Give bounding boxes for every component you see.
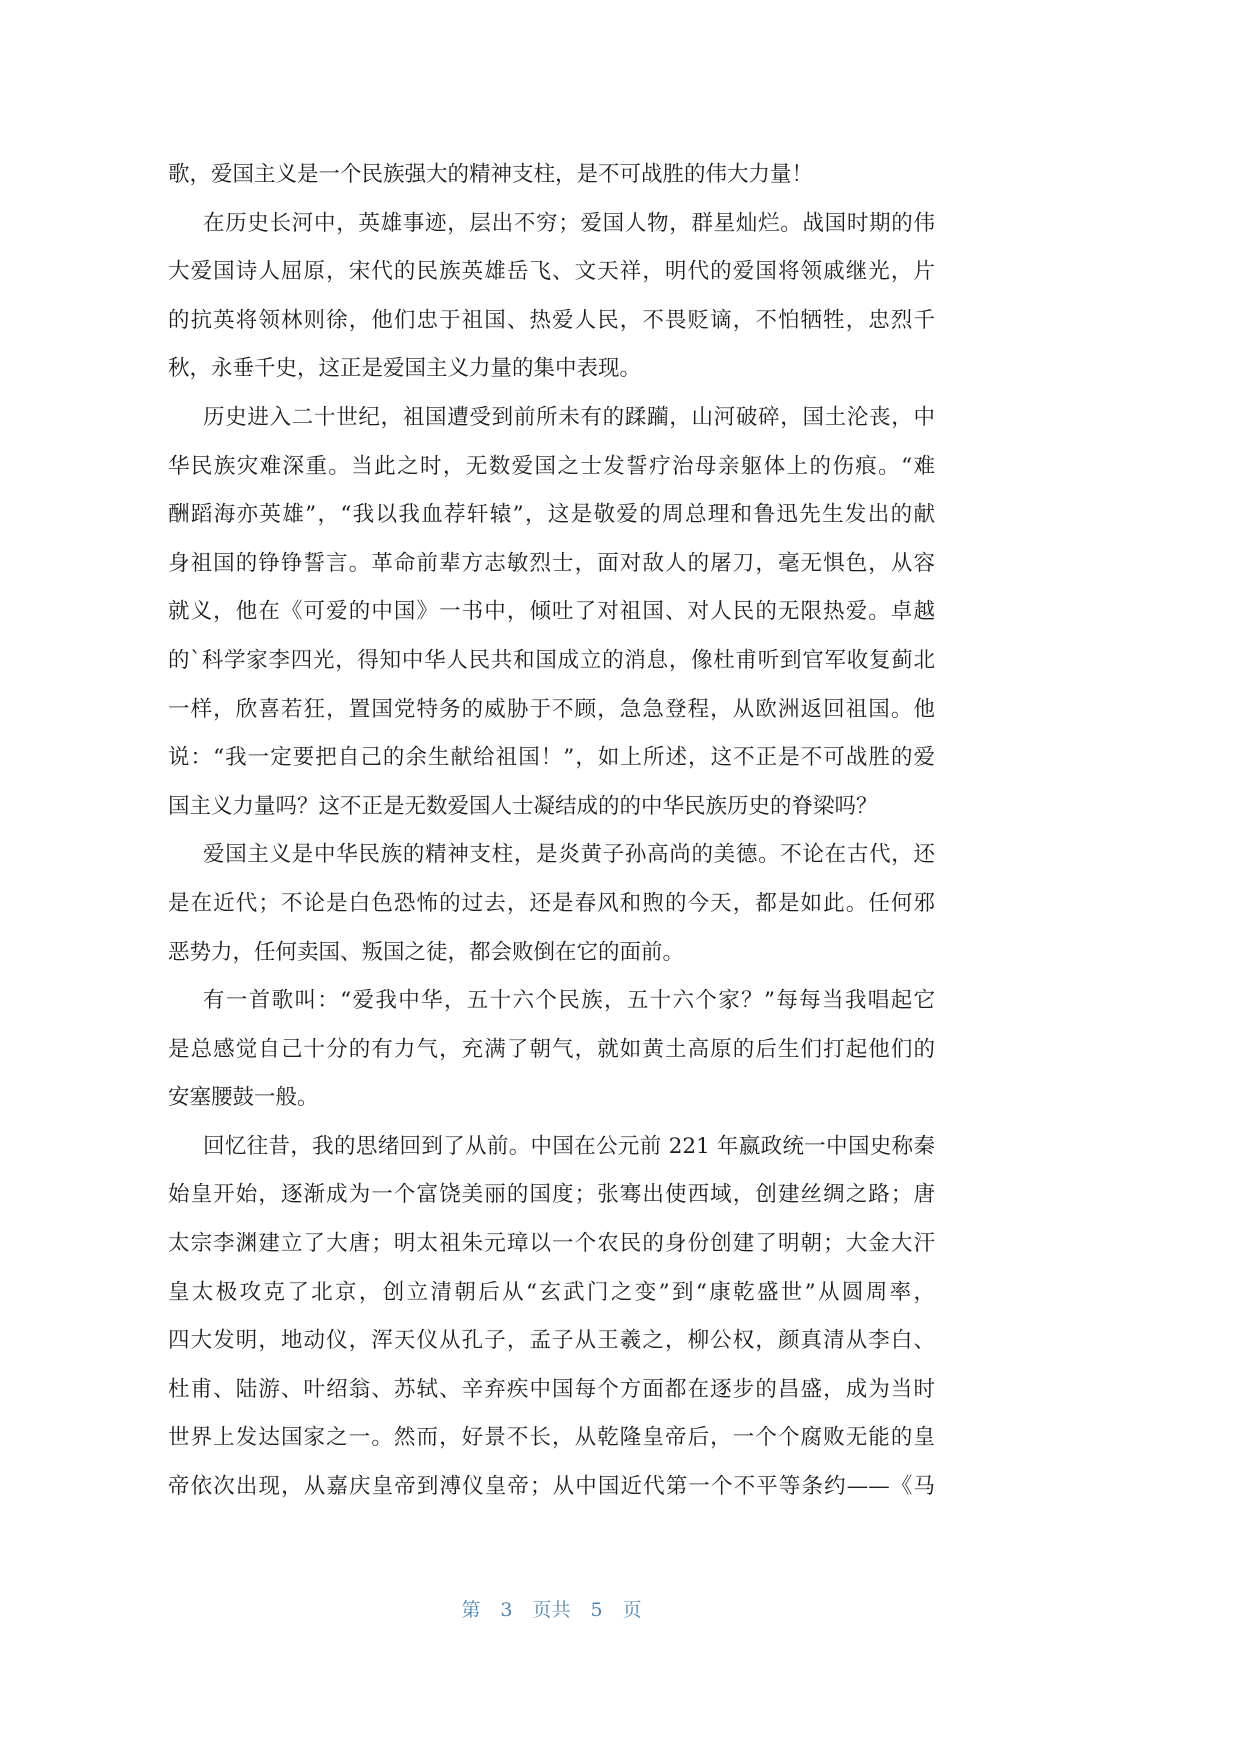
- body-paragraph: [168, 394, 935, 831]
- text-line: 在历史长河中，英雄事迹，层出不穷；爱国人物，群星灿烂。战国时期的伟: [203, 210, 935, 236]
- body-paragraph: [168, 831, 935, 977]
- text-line: 酬蹈海亦英雄”，“我以我血荐轩辕”，这是敬爱的周总理和鲁迅先生发出的献: [168, 502, 935, 528]
- page-footer: [168, 1598, 935, 1622]
- text-line: 世界上发达国家之一。然而，好景不长，从乾隆皇帝后，一个个腐败无能的皇: [168, 1425, 935, 1451]
- page-label-prefix: 第: [461, 1599, 481, 1621]
- text-line: 说：“我一定要把自己的余生献给祖国！”，如上所述，这不正是不可战胜的爱: [168, 745, 935, 771]
- total-pages-number: 5: [590, 1599, 603, 1621]
- text-line: 历史进入二十世纪，祖国遭受到前所未有的蹂躏，山河破碎，国土沦丧，中: [203, 404, 935, 430]
- page-label-suffix: 页: [622, 1599, 642, 1621]
- body-paragraph: [168, 1123, 935, 1512]
- body-paragraph: [168, 200, 935, 394]
- current-page-number: 3: [500, 1599, 513, 1621]
- text-line: 皇太极攻克了北京，创立清朝后从“玄武门之变”到“康乾盛世”从圆周率，: [168, 1279, 935, 1305]
- text-line: 帝依次出现，从嘉庆皇帝到溥仪皇帝；从中国近代第一个不平等条约——《马: [168, 1474, 935, 1500]
- text-line: 的抗英将领林则徐，他们忠于祖国、热爱人民，不畏贬谪，不怕牺牲，忠烈千: [168, 307, 935, 333]
- body-paragraph: [168, 151, 935, 200]
- text-line: 一样，欣喜若狂，置国党特务的威胁于不顾，急急登程，从欧洲返回祖国。他: [168, 696, 935, 722]
- text-line: 歌，爱国主义是一个民族强大的精神支柱，是不可战胜的伟大力量！: [168, 162, 814, 187]
- text-line: 是总感觉自己十分的有力气，充满了朝气，就如黄土高原的后生们打起他们的: [168, 1036, 935, 1062]
- text-line: 大爱国诗人屈原，宋代的民族英雄岳飞、文天祥，明代的爱国将领戚继光，片: [168, 259, 935, 285]
- page-label-middle: 页共: [532, 1599, 571, 1621]
- text-line: 的`科学家李四光，得知中华人民共和国成立的消息，像杜甫听到官军收复蓟北: [168, 647, 935, 673]
- body-text: [168, 151, 935, 1512]
- text-line: 杜甫、陆游、叶绍翁、苏轼、辛弃疾中国每个方面都在逐步的昌盛，成为当时: [168, 1376, 935, 1402]
- text-line: 爱国主义是中华民族的精神支柱，是炎黄子孙高尚的美德。不论在古代，还: [203, 842, 935, 868]
- text-line: 恶势力，任何卖国、叛国之徒，都会败倒在它的面前。: [168, 939, 685, 965]
- text-line: 就义，他在《可爱的中国》一书中，倾吐了对祖国、对人民的无限热爱。卓越: [168, 599, 935, 625]
- text-line: 有一首歌叫：“爱我中华，五十六个民族，五十六个家？”每每当我唱起它: [203, 988, 935, 1014]
- text-line: 秋，永垂千史，这正是爱国主义力量的集中表现。: [168, 356, 642, 382]
- text-line: 太宗李渊建立了大唐；明太祖朱元璋以一个农民的身份创建了明朝；大金大汗: [168, 1231, 935, 1257]
- text-line: 回忆往昔，我的思绪回到了从前。中国在公元前 221 年嬴政统一中国史称秦: [203, 1133, 935, 1159]
- text-line: 始皇开始，逐渐成为一个富饶美丽的国度；张骞出使西域，创建丝绸之路；唐: [168, 1182, 935, 1208]
- text-line: 安塞腰鼓一般。: [168, 1085, 319, 1111]
- text-line: 华民族灾难深重。当此之时，无数爱国之士发誓疗治母亲躯体上的伤痕。“难: [168, 453, 935, 479]
- text-line: 国主义力量吗？这不正是无数爱国人士凝结成的的中华民族历史的脊梁吗？: [168, 793, 878, 819]
- text-line: 四大发明，地动仪，浑天仪从孔子，孟子从王羲之，柳公权，颜真清从李白、: [168, 1328, 935, 1354]
- text-line: 身祖国的铮铮誓言。革命前辈方志敏烈士，面对敌人的屠刀，毫无惧色，从容: [168, 550, 935, 576]
- text-line: 是在近代；不论是白色恐怖的过去，还是春风和煦的今天，都是如此。任何邪: [168, 890, 935, 916]
- body-paragraph: [168, 977, 935, 1123]
